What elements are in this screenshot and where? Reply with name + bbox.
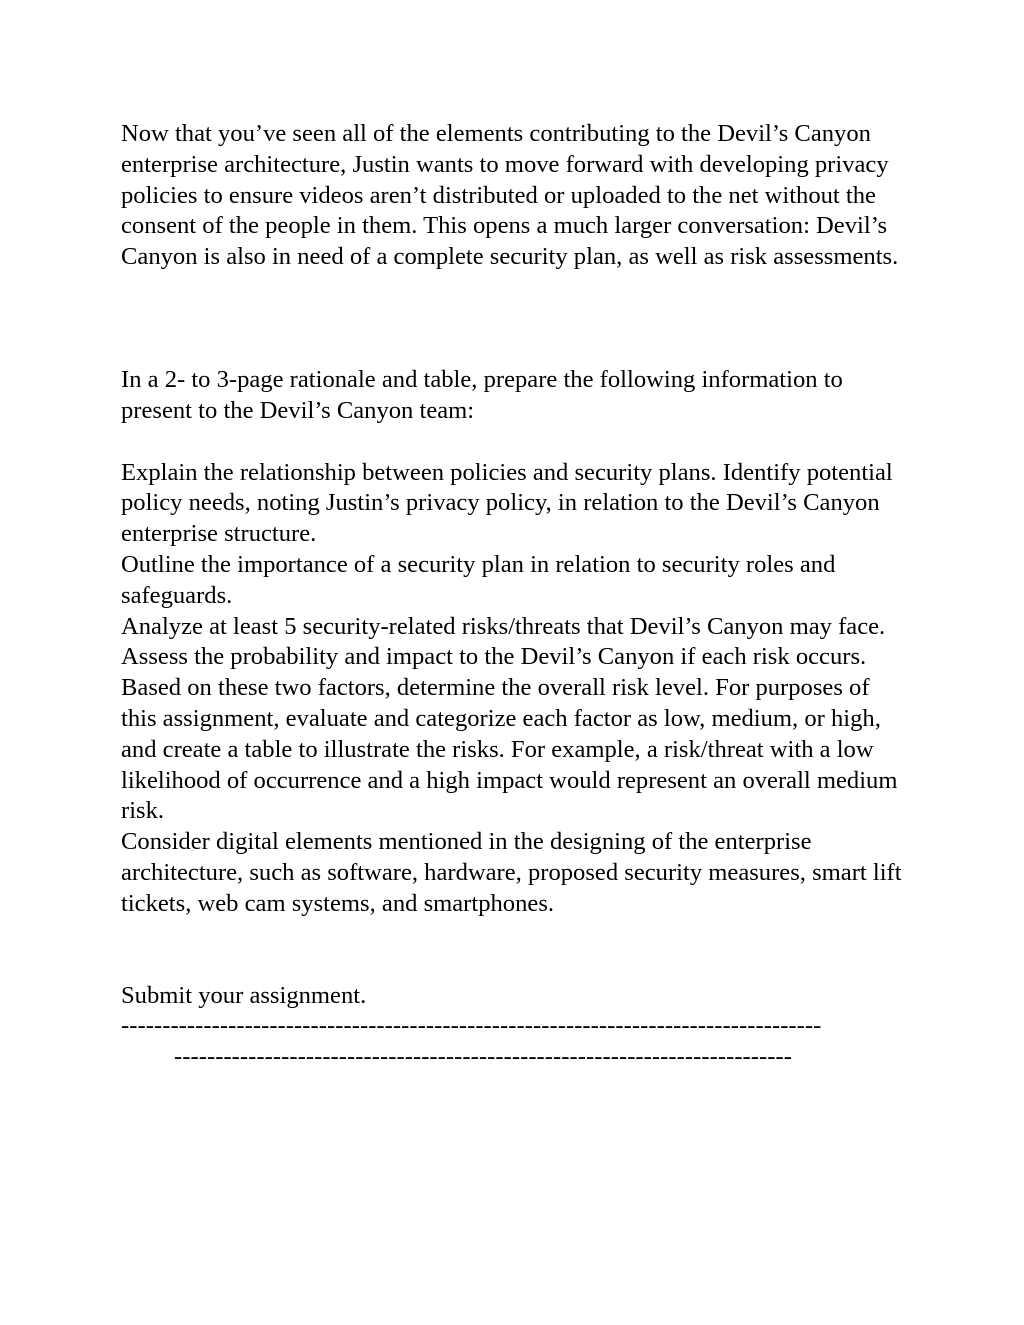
task-item: Outline the importance of a security plan in relation to security roles and safeguards.	[121, 550, 836, 609]
task-item: Assess the probability and impact to the Devil’s Canyon if each risk occurs. Based on these two factors, determine the overall risk level. For purposes of this assignment, evaluate and categorize each factor as low, medium, or high, and create a table to illustrate the risks. For example, a risk/threat with a low likelihood of occurrence and a high impact would represent an overall medium risk.	[121, 643, 898, 825]
task-item: Analyze at least 5 security-related risks/threats that Devil’s Canyon may face.	[121, 612, 886, 640]
document-page	[121, 119, 911, 1073]
intro-paragraph: Now that you’ve seen all of the elements contributing to the Devil’s Canyon enterprise architecture, Justin wants to move forward with developing privacy policies to ensure videos aren’t distributed or uploaded to the net without the consent of the people in them. This opens a much larger conversation: Devil’s Canyon is also in need of a complete security plan, as well as risk assessments.	[121, 120, 899, 271]
dashed-divider-line: -------------------------------------------------------------------------------------	[121, 1012, 822, 1040]
prompt-paragraph: In a 2- to 3-page rationale and table, prepare the following information to present to the Devil’s Canyon team:	[121, 365, 843, 424]
task-list	[121, 458, 911, 920]
task-item: Consider digital elements mentioned in the designing of the enterprise architecture, such as software, hardware, proposed security measures, smart lift tickets, web cam systems, and smartphones.	[121, 828, 902, 917]
dashed-divider-line: ---------------------------------------------------------------------------	[174, 1043, 792, 1071]
task-item: Explain the relationship between policies and security plans. Identify potential policy needs, noting Justin’s privacy policy, in relation to the Devil’s Canyon enterprise structure.	[121, 458, 893, 548]
submit-instruction: Submit your assignment.	[121, 981, 367, 1009]
